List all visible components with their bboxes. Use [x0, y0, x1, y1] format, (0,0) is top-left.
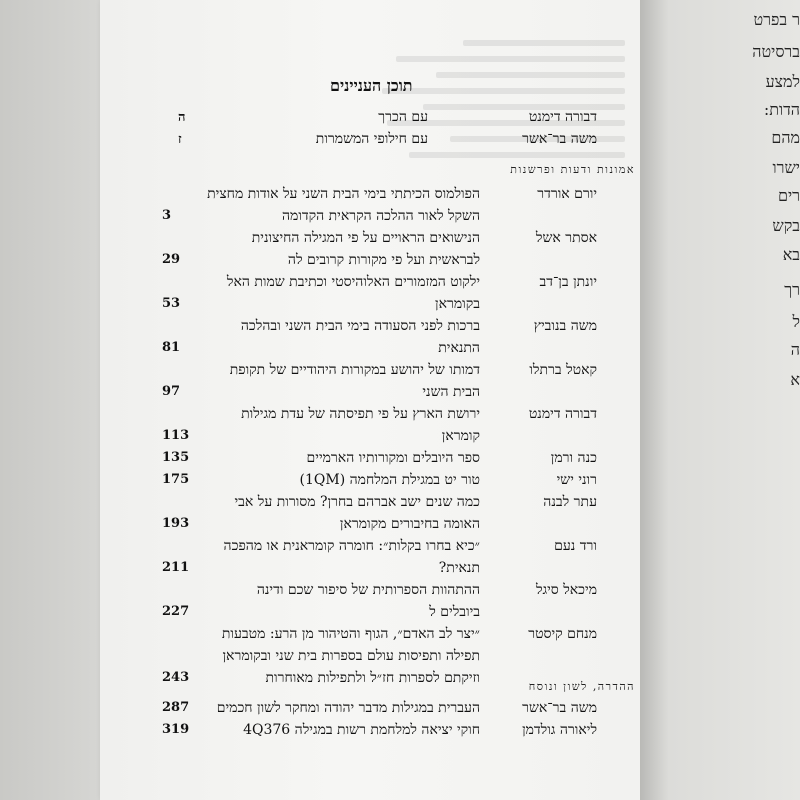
facing-page-text: רים [777, 186, 800, 205]
toc-title-line: הבית השני [422, 384, 480, 400]
toc-title-line: ברכות לפני הסעודה בימי הבית השני ובהלכה [240, 318, 480, 334]
facing-page-text: ר בפרט [753, 10, 800, 29]
toc-page-number: ה [178, 110, 186, 125]
toc-title-line: ספר היובלים ומקורותיו הארמיים [306, 450, 480, 466]
toc-author: יורם אורדר [537, 186, 597, 202]
toc-author: אסתר אשל [535, 230, 597, 246]
toc-author: ליאורה גולדמן [522, 722, 597, 738]
facing-page-text: ישרו [772, 158, 800, 177]
toc-author: רוני ישי [556, 472, 597, 488]
facing-page-text: בא [782, 245, 800, 264]
toc-author: ורד נעם [554, 538, 597, 554]
section-heading: ההדרה, לשון ונוסח [528, 680, 635, 693]
facing-page-text: מהם [771, 128, 800, 147]
toc-title-line: ״כיא בחרו בקלות״: חומרה קומראנית או מהפכה [223, 538, 480, 554]
toc-author: כנה ורמן [550, 450, 597, 466]
toc-title-line: ההתהוות הספרותית של סיפור שכם ודינה [256, 582, 480, 598]
toc-author: דבורה דימנט [528, 109, 597, 125]
toc-page-number: 211 [162, 560, 190, 575]
toc-title-line: העברית במגילות מדבר יהודה ומחקר לשון חכמים [216, 700, 480, 716]
toc-author: יונתן בן־דב [539, 274, 597, 290]
toc-page-number: 287 [162, 700, 190, 715]
facing-page-text: רך [784, 280, 800, 299]
toc-title-line: הפולמוס הכיתתי בימי הבית השני על אודות מחצית [207, 186, 480, 202]
facing-page-text: ל [792, 312, 800, 331]
facing-page-text: ה [790, 340, 800, 359]
toc-title-line: ״יצר לב האדם״, הגוף והטיהור מן הרע: מטבעות [221, 626, 480, 642]
facing-page-text: ברסיטה [752, 42, 800, 61]
toc-page-number: 81 [162, 340, 181, 355]
toc-title: עם הכרך [378, 109, 428, 125]
toc-page-number: 319 [162, 722, 190, 737]
toc-author: עתר לבנה [543, 494, 597, 510]
toc-title: עם חילופי המשמרות [315, 131, 428, 147]
toc-page-number: 193 [162, 516, 190, 531]
facing-page-text: למצע [765, 72, 800, 91]
facing-page-text: א [790, 370, 800, 389]
toc-title-line: קומראן [441, 428, 480, 444]
toc-title-line: דמותו של יהושע במקורות היהודיים של תקופת [229, 362, 480, 378]
toc-title-line: הנישואים הראויים על פי המגילה החיצונית [251, 230, 480, 246]
toc-title-line: השקל לאור ההלכה הקראית הקדומה [281, 208, 480, 224]
toc-page-number: 135 [162, 450, 190, 465]
toc-page-number: ז [178, 132, 182, 147]
toc-page-number: 227 [162, 604, 190, 619]
table-surface [0, 0, 100, 800]
toc-title-line: לבראשית ועל פי מקורות קרובים לה [287, 252, 480, 268]
toc-author: מיכאל סיגל [535, 582, 597, 598]
facing-page-text: בקש [772, 216, 800, 235]
toc-title-line: טור יט במגילת המלחמה (1QM) [299, 472, 480, 488]
toc-heading: תוכן העניינים [330, 76, 413, 95]
toc-author: משה בר־אשר [522, 131, 597, 147]
toc-page-number: 29 [162, 252, 181, 267]
toc-title-line: בקומראן [435, 296, 480, 312]
toc-author: משה בנוביץ [533, 318, 597, 334]
section-heading: אמונות ודעות ופרשנות [510, 163, 635, 176]
toc-page-number: 113 [162, 428, 190, 443]
toc-title-line: תפילה ותפיסות עולם בספרות בית שני ובקומראן [222, 648, 480, 664]
toc-title-line: וזיקתם לספרות חז״ל ולתפילות מאוחרות [265, 670, 480, 686]
toc-author: משה בר־אשר [522, 700, 597, 716]
facing-page-text: הדות: [763, 100, 800, 119]
toc-author: דבורה דימנט [528, 406, 597, 422]
toc-page-number: 97 [162, 384, 181, 399]
toc-author: מנחם קיסטר [528, 626, 597, 642]
toc-title-line: כמה שנים ישב אברהם בחרן? מסורות על אבי [234, 494, 480, 510]
toc-page-number: 53 [162, 296, 181, 311]
toc-author: קאטל ברתלו [529, 362, 597, 378]
toc-page-number: 3 [162, 208, 172, 223]
toc-title-line: ירושת הארץ על פי תפיסתה של עדת מגילות [241, 406, 480, 422]
facing-page [640, 0, 800, 800]
toc-title-line: האומה בחיבורים מקומראן [339, 516, 480, 532]
toc-page-number: 243 [162, 670, 190, 685]
toc-title-line: ילקוט המזמורים האלוהיסטי וכתיבת שמות האל [226, 274, 480, 290]
toc-title-line: התנאית [438, 340, 480, 356]
toc-title-line: חוקי יציאה למלחמת רשות במגילה 4Q376 [243, 722, 480, 738]
toc-page-number: 175 [162, 472, 190, 487]
toc-title-line: ביובלים ל [429, 604, 480, 620]
toc-title-line: תנאית? [438, 560, 480, 576]
